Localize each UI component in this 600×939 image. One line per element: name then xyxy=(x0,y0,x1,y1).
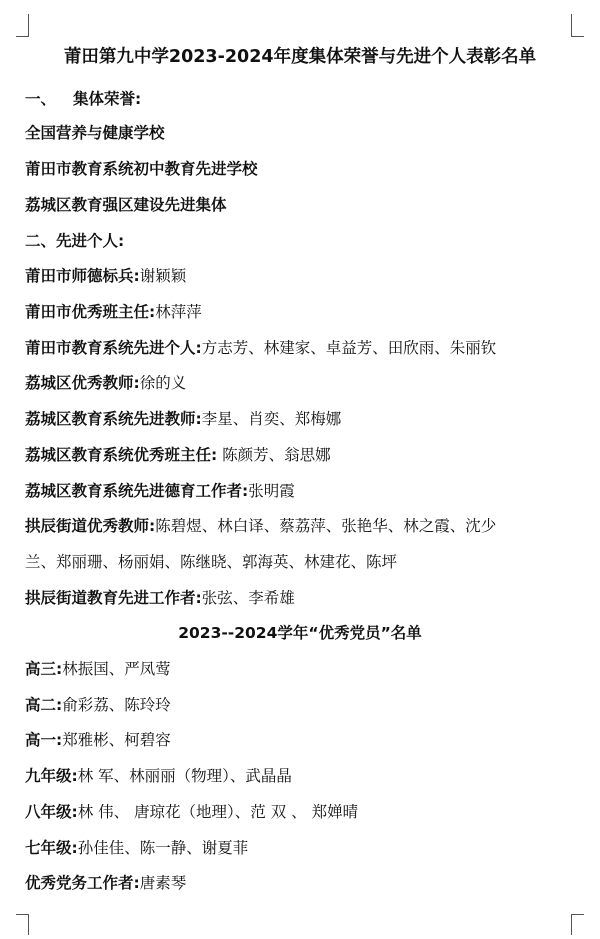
honor-label: 荔城区教育系统先进德育工作者: xyxy=(25,482,249,500)
member-names: 俞彩荔、陈玲玲 xyxy=(62,696,171,714)
honor-row xyxy=(25,443,585,467)
crop-mark-top-right xyxy=(571,14,584,37)
honor-row-continued xyxy=(25,550,585,574)
grade-label: 优秀党务工作者: xyxy=(25,874,140,892)
honor-label: 莆田市教育系统先进个人: xyxy=(25,339,202,357)
grade-label: 九年级: xyxy=(25,767,78,785)
honor-row xyxy=(25,514,585,538)
section1-heading xyxy=(25,87,585,111)
collective-honor-item: 全国营养与健康学校 xyxy=(25,124,165,142)
member-names: 孙佳佳、陈一静、谢夏菲 xyxy=(77,839,249,857)
honor-label: 拱辰街道教育先进工作者: xyxy=(25,589,202,607)
party-member-row xyxy=(25,836,585,860)
party-member-row xyxy=(25,693,585,717)
collective-honor-item: 莆田市教育系统初中教育先进学校 xyxy=(25,160,258,178)
honor-label: 荔城区教育系统先进教师: xyxy=(25,410,202,428)
honor-row xyxy=(25,264,585,288)
honor-row xyxy=(25,586,585,610)
document-title: 莆田第九中学2023-2024年度集体荣誉与先进个人表彰名单 xyxy=(63,47,537,67)
grade-label: 高一: xyxy=(25,731,63,749)
collective-honor-item: 荔城区教育强区建设先进集体 xyxy=(25,196,227,214)
crop-mark-top-left xyxy=(16,14,29,37)
member-names: 郑雅彬、柯碧容 xyxy=(62,731,171,749)
honor-row xyxy=(25,300,585,324)
party-member-row xyxy=(25,764,585,788)
member-names: 林振国、严凤莺 xyxy=(62,660,171,678)
grade-label: 高三: xyxy=(25,660,63,678)
honor-names: 方志芳、林建家、卓益芳、田欣雨、朱丽钦 xyxy=(201,339,497,357)
honor-names: 谢颖颖 xyxy=(139,267,187,285)
grade-label: 七年级: xyxy=(25,839,78,857)
party-member-row xyxy=(25,800,585,824)
honor-row xyxy=(25,371,585,395)
honor-label: 荔城区优秀教师: xyxy=(25,374,140,392)
party-member-row xyxy=(25,728,585,752)
party-member-list-title: 2023--2024学年“优秀党员”名单 xyxy=(178,624,422,642)
honor-label: 莆田市师德标兵: xyxy=(25,267,140,285)
honor-label: 荔城区教育系统优秀班主任: xyxy=(25,446,218,464)
honor-names: 陈颜芳、翁思娜 xyxy=(217,446,331,464)
honor-label: 拱辰街道优秀教师: xyxy=(25,517,156,535)
honor-names: 李星、肖奕、郑梅娜 xyxy=(201,410,342,428)
member-names: 林 军、林丽丽（物理）、武晶晶 xyxy=(77,767,292,785)
honor-names: 陈碧煜、林白译、蔡荔萍、张艳华、林之霞、沈少 xyxy=(155,517,497,535)
honor-names: 张明霞 xyxy=(248,482,295,500)
honor-row xyxy=(25,407,585,431)
member-names: 林 伟、 唐琼花（地理）、范 双 、 郑婵晴 xyxy=(77,803,359,821)
section1-heading-text: 集体荣誉: xyxy=(73,90,142,108)
honor-row xyxy=(25,479,585,503)
party-member-row xyxy=(25,657,585,681)
crop-mark-bottom-right xyxy=(571,914,584,935)
section2-heading: 二、先进个人: xyxy=(25,232,125,250)
honor-names: 兰、郑丽珊、杨丽娟、陈继晓、郭海英、林建花、陈坪 xyxy=(25,553,398,571)
party-member-row xyxy=(25,871,585,895)
grade-label: 八年级: xyxy=(25,803,78,821)
honor-row xyxy=(25,336,585,360)
section1-number: 一、 xyxy=(25,90,57,108)
honor-names: 林萍萍 xyxy=(155,303,202,321)
member-names: 唐素琴 xyxy=(139,874,187,892)
crop-mark-bottom-left xyxy=(16,914,29,935)
grade-label: 高二: xyxy=(25,696,63,714)
honor-names: 张弦、李希雄 xyxy=(201,589,295,607)
honor-label: 莆田市优秀班主任: xyxy=(25,303,156,321)
honor-names: 徐的义 xyxy=(139,374,187,392)
